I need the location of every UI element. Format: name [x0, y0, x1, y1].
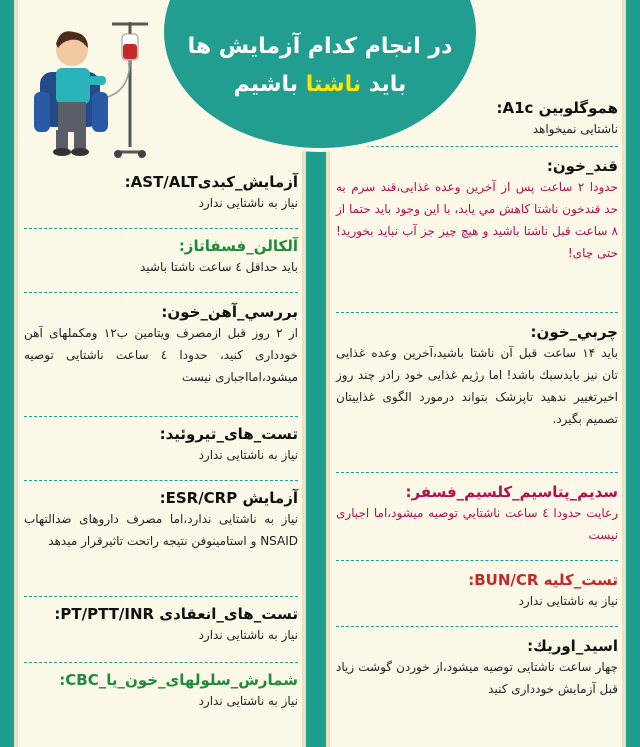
section-body: نیاز به ناشتایی ندارد — [198, 448, 298, 462]
section-body: باید حداقل ٤ ساعت ناشتا باشید — [140, 260, 298, 274]
divider — [336, 312, 618, 313]
section-body: نیاز به ناشتایی ندارد — [198, 628, 298, 642]
divider — [24, 662, 298, 663]
divider — [336, 626, 618, 627]
section-title: تست_کلیه BUN/CR: — [468, 571, 618, 589]
section-title: آزمایش ESR/CRP: — [159, 489, 298, 507]
section-title: شمارش_سلولهای_خون_یا_CBC: — [59, 671, 298, 689]
patient-iv-illustration — [30, 12, 170, 162]
section-body: نیاز به ناشتایی ندارد — [198, 196, 298, 210]
divider — [24, 228, 298, 229]
divider — [24, 480, 298, 481]
section-title: آلکالن_فسفاتاز: — [178, 237, 298, 255]
title-word-highlight: ناشتا — [305, 72, 362, 97]
section-body: باید ۱۴ ساعت قبل آن ناشتا باشید،آخرين وعده غذایی تان نیز بایدسبك باشد! اما رژیم غذایی خود رادر چند روز اخیرتغییر ندهید تاپزشک بتواند درمورد الگوی غذاییتان تصمیم بگیرد. — [336, 346, 618, 426]
section-title: چربي_خون: — [530, 323, 618, 341]
section-title: بررسي_آهن_خون: — [161, 303, 298, 321]
divider — [336, 472, 618, 473]
section-body: نیاز به ناشتایی ندارد،اما مصرف داروهای ضدالتهاب NSAID و استامینوفن نتیجه راتحت تاثیرقرار میدهد — [24, 512, 298, 548]
section-body: حدودا ۲ ساعت پس از آخرین وعده غذایی،قند سرم به حد قندخون ناشتا کاهش مي يابد، با این وجود باید حتما از ۸ ساعت قبل ناشتا باشید و هیچ چیز جز آب نباید بخورید! حتی چای! — [336, 180, 618, 260]
section-iron — [24, 302, 298, 388]
section-title: قند_خون: — [546, 157, 618, 175]
divider — [336, 560, 618, 561]
section-body: نیاز به ناشتایی ندارد — [198, 694, 298, 708]
section-blood-lipids — [336, 322, 618, 430]
divider — [24, 416, 298, 417]
section-body: از ۲ روز قبل ازمصرف ویتامین ب۱۲ ومکملهای آهن خودداری کنید، حدودا ٤ ساعت ناشتایی توصیه میشود،امااجباری نیست — [24, 326, 298, 384]
section-blood-sugar — [336, 156, 618, 264]
section-cbc — [24, 670, 298, 712]
section-title: اسيد_اوريك: — [527, 637, 618, 655]
section-title: آزمایش_کبدیAST/ALT: — [124, 173, 298, 191]
section-uric-acid — [336, 636, 618, 700]
divider — [24, 596, 298, 597]
section-alkaline-phosphatase — [24, 236, 298, 278]
section-body: رعایت حدودا ٤ ساعت ناشتايي توصيه ميشود،اما اجباری نیست — [336, 506, 619, 542]
section-electrolytes — [336, 482, 618, 546]
page-title — [160, 28, 480, 104]
section-liver — [24, 172, 298, 214]
title-line-2 — [160, 66, 480, 104]
section-body: نیاز به ناشتایی ندارد — [518, 594, 618, 608]
section-title: سديم_پتاسيم_كلسيم_فسفر: — [405, 483, 618, 501]
section-title: هموگلوبین A1c: — [496, 99, 618, 117]
divider — [336, 146, 618, 147]
divider — [24, 292, 298, 293]
section-kidney — [336, 570, 618, 612]
title-word-prefix: باید — [368, 72, 407, 97]
section-title: تست_های_انعقادی PT/PTT/INR: — [54, 605, 298, 623]
section-body: ناشتایی نمیخواهد — [532, 122, 618, 136]
section-esr-crp — [24, 488, 298, 552]
section-thyroid — [24, 424, 298, 466]
section-body: چهار ساعت ناشتایی توصیه میشود،از خوردن گوشت زیاد قبل آزمایش خودداری کنید — [336, 660, 618, 696]
title-line-1: در انجام کدام آزمایش ها — [187, 34, 453, 59]
section-title: تست_های_تیروئید: — [159, 425, 298, 443]
title-word-suffix: باشیم — [233, 72, 299, 97]
section-coagulation — [24, 604, 298, 646]
